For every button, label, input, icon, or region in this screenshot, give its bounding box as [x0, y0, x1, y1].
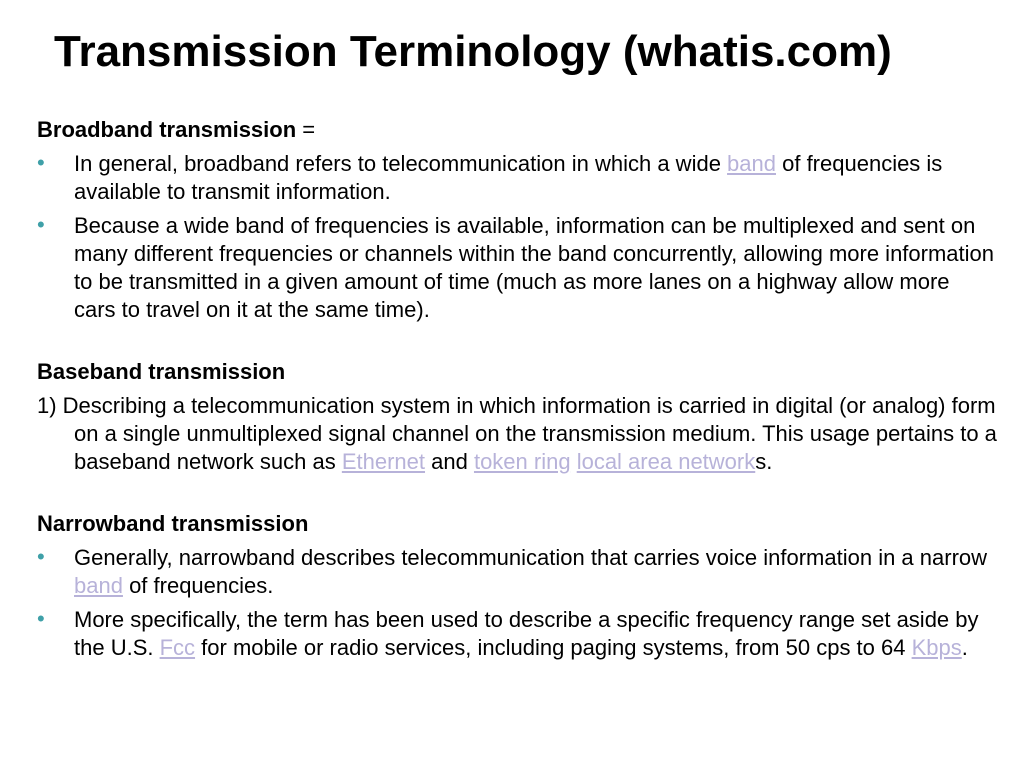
section-spacer [37, 330, 997, 358]
baseband-item1-end: s. [755, 449, 773, 474]
token-ring-link[interactable]: token ring [473, 449, 571, 474]
section-spacer [37, 482, 997, 510]
ethernet-link[interactable]: Ethernet [341, 449, 426, 474]
page-title: Transmission Terminology (whatis.com) [54, 27, 892, 76]
band-link[interactable]: band [74, 573, 123, 598]
baseband-heading-line [37, 358, 997, 386]
broadband-bullet1-text-end: of frequencies is available to transmit information. [74, 151, 943, 204]
list-item [37, 606, 997, 662]
narrowband-bullet2-middle: for mobile or radio services, including paging systems, from 50 cps to 64 [195, 635, 912, 660]
narrowband-bullet1-text: Generally, narrowband describes telecommunication that carries voice information in a narrow [74, 545, 988, 570]
bullet-icon: • [37, 212, 45, 237]
baseband-item-1 [37, 392, 997, 476]
list-item [37, 150, 997, 206]
narrowband-bullet-list [37, 544, 997, 662]
baseband-heading: Baseband transmission [37, 359, 286, 384]
broadband-heading-line [37, 116, 997, 144]
narrowband-heading-line [37, 510, 997, 538]
bullet-icon: • [37, 544, 45, 569]
narrowband-bullet1-text-end: of frequencies. [122, 573, 274, 598]
baseband-item1-and: and [425, 449, 474, 474]
bullet-icon: • [37, 606, 45, 631]
broadband-heading: Broadband transmission [37, 117, 297, 142]
list-item [37, 212, 997, 324]
bullet-icon: • [37, 150, 45, 175]
band-link[interactable]: band [727, 151, 776, 176]
list-item [37, 544, 997, 600]
local-area-network-link[interactable]: local area network [576, 449, 756, 474]
broadband-bullet2-text: Because a wide band of frequencies is available, information can be multiplexed and sent on many different frequencies or channels within the band concurrently, allowing more information to be transmitted in a given amount of time (much as more lanes on a highway allow more cars to travel on it at the same time). [74, 213, 995, 322]
kbps-link[interactable]: Kbps [911, 635, 962, 660]
broadband-bullet1-text: In general, broadband refers to telecommunication in which a wide [74, 151, 728, 176]
narrowband-heading: Narrowband transmission [37, 511, 309, 536]
narrowband-bullet2-end: . [961, 635, 968, 660]
broadband-bullet-list [37, 150, 997, 324]
slide-body [37, 116, 997, 668]
narrowband-bullet2-text: More specifically, the term has been used to describe a specific frequency range set aside by the U.S. [74, 607, 979, 660]
baseband-item1-text: 1) Describing a telecommunication system in which information is carried in digital (or analog) form on a single unmultiplexed signal channel on the transmission medium. This usage pertains to a baseband network such as [37, 393, 997, 474]
broadband-heading-suffix: = [296, 117, 316, 142]
fcc-link[interactable]: Fcc [159, 635, 196, 660]
